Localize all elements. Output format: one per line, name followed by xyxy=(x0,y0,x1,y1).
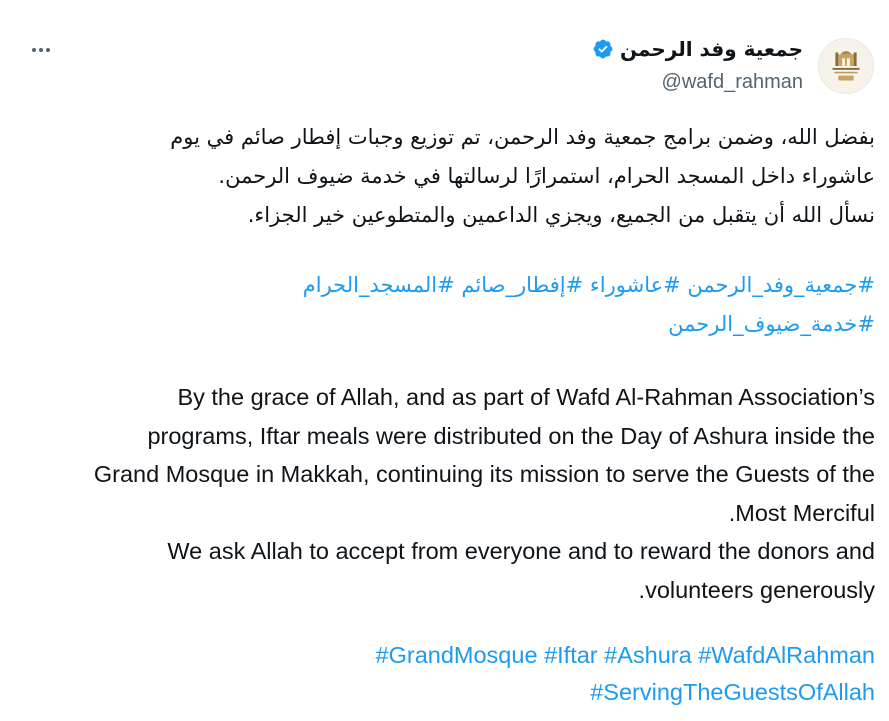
hashtag-link[interactable]: #جمعية_وفد_الرحمن xyxy=(687,273,875,297)
hashtag-line xyxy=(25,305,875,344)
english-text-line: By the grace of Allah, and as part of Wafd Al-Rahman Association’s xyxy=(177,384,875,410)
verified-badge-icon[interactable] xyxy=(592,38,614,60)
english-text-line: We ask Allah to accept from everyone and to reward the donors and xyxy=(167,538,875,564)
arabic-post-text xyxy=(25,118,875,235)
avatar[interactable] xyxy=(818,38,874,94)
hashtag-link[interactable]: #عاشوراء xyxy=(589,273,681,297)
english-text-line: .Most Merciful xyxy=(728,499,875,526)
author-name-row xyxy=(592,37,803,61)
hashtag-link[interactable]: #WafdAlRahman xyxy=(698,642,875,668)
hashtag-line xyxy=(15,637,875,674)
more-dot-icon xyxy=(46,48,50,52)
author-display-name[interactable]: جمعية وفد الرحمن xyxy=(619,37,803,61)
arabic-text-line: عاشوراء داخل المسجد الحرام، استمرارًا لرسالتها في خدمة ضيوف الرحمن. xyxy=(218,164,875,188)
english-text-line: programs, Iftar meals were distributed on the Day of Ashura inside the xyxy=(147,422,875,449)
more-dot-icon xyxy=(39,48,43,52)
hashtag-link[interactable]: #المسجد_الحرام xyxy=(302,273,455,297)
hashtag-line xyxy=(15,674,875,711)
author-handle[interactable]: @wafd_rahman xyxy=(661,71,803,93)
english-post-text xyxy=(15,378,875,609)
hashtag-link[interactable]: #خدمة_ضيوف_الرحمن xyxy=(668,312,875,336)
english-text-line: .volunteers generously xyxy=(638,576,875,603)
hashtag-link[interactable]: #ServingTheGuestsOfAllah xyxy=(590,679,875,705)
hashtag-line xyxy=(25,266,875,305)
english-hashtags xyxy=(15,637,875,711)
hashtag-link[interactable]: #إفطار_صائم xyxy=(461,273,584,297)
more-dot-icon xyxy=(32,48,36,52)
english-text-line: Grand Mosque in Makkah, continuing its mission to serve the Guests of the xyxy=(93,461,875,487)
hashtag-link[interactable]: #GrandMosque xyxy=(375,642,538,668)
arabic-text-line: بفضل الله، وضمن برامج جمعية وفد الرحمن، تم توزيع وجبات إفطار صائم في يوم xyxy=(170,125,875,149)
hashtag-link[interactable]: #Ashura xyxy=(604,642,692,668)
association-logo-icon xyxy=(819,39,873,93)
more-options-button[interactable] xyxy=(26,38,56,62)
arabic-hashtags xyxy=(25,266,875,344)
arabic-text-line: نسأل الله أن يتقبل من الجميع، ويجزي الداعمين والمتطوعين خير الجزاء. xyxy=(247,203,875,227)
hashtag-link[interactable]: #Iftar xyxy=(544,642,598,668)
